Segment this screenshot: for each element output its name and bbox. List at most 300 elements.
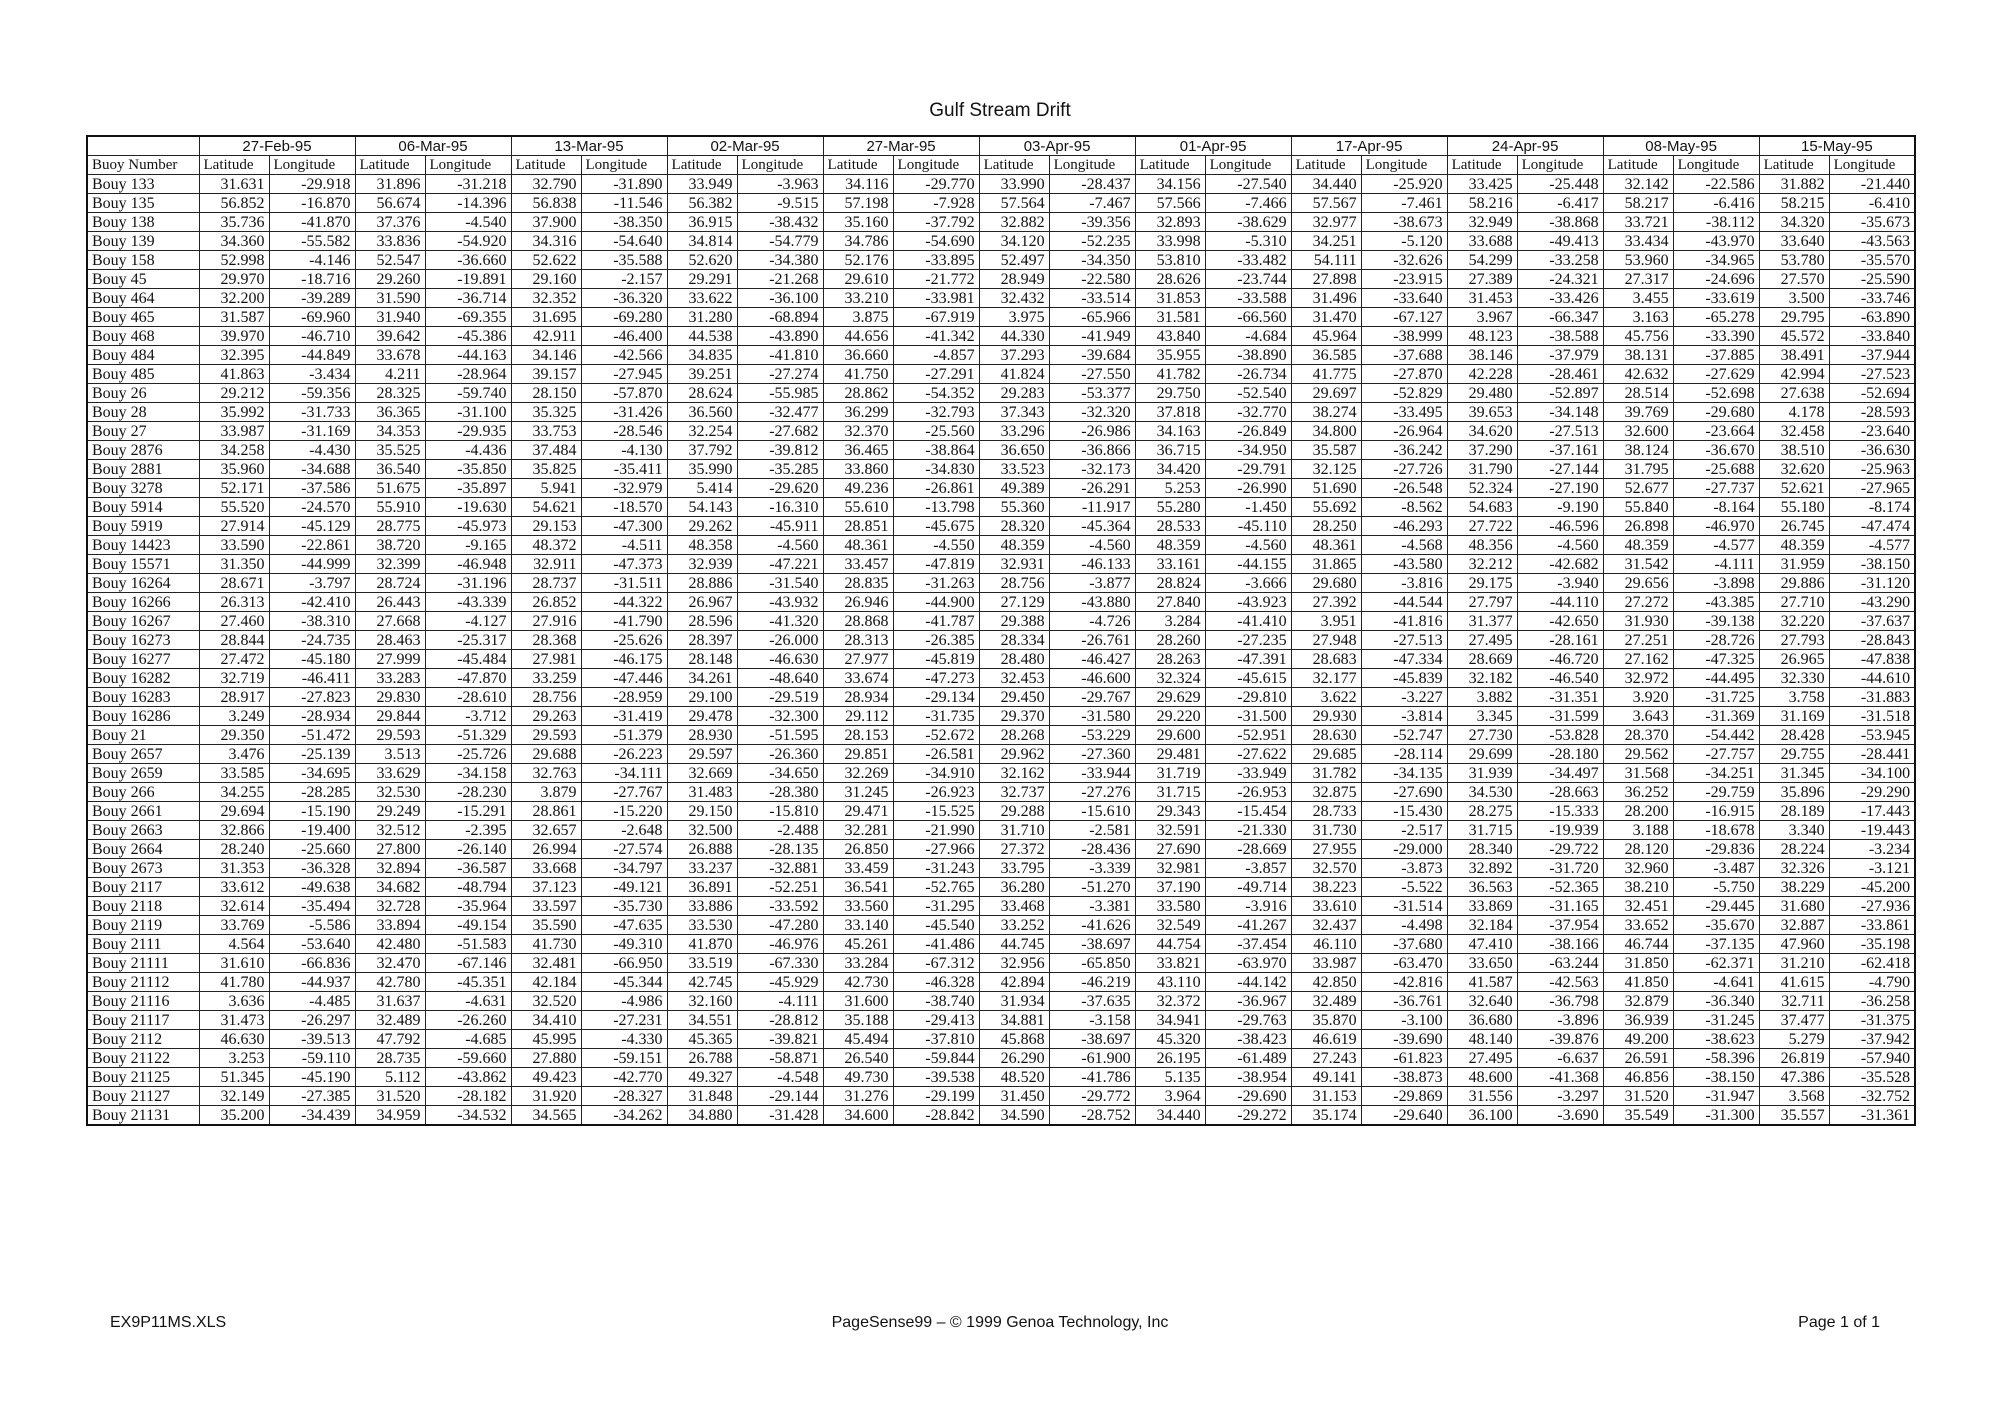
longitude-cell: -4.684 bbox=[1205, 327, 1291, 346]
buoy-name-cell: Bouy 16264 bbox=[87, 574, 199, 593]
longitude-cell: -39.356 bbox=[1049, 213, 1135, 232]
longitude-cell: -31.735 bbox=[893, 707, 979, 726]
longitude-cell: -45.200 bbox=[1829, 878, 1915, 897]
table-row bbox=[87, 973, 1915, 992]
latitude-cell: 28.320 bbox=[979, 517, 1049, 536]
latitude-cell: 51.675 bbox=[355, 479, 425, 498]
latitude-cell: 31.882 bbox=[1759, 175, 1829, 194]
latitude-cell: 29.388 bbox=[979, 612, 1049, 631]
buoy-name-cell: Bouy 27 bbox=[87, 422, 199, 441]
buoy-name-cell: Bouy 16282 bbox=[87, 669, 199, 688]
table-row bbox=[87, 270, 1915, 289]
longitude-cell: -21.440 bbox=[1829, 175, 1915, 194]
longitude-cell: -47.300 bbox=[581, 517, 667, 536]
longitude-cell: -29.640 bbox=[1361, 1106, 1447, 1126]
latitude-cell: 56.674 bbox=[355, 194, 425, 213]
longitude-cell: -46.948 bbox=[425, 555, 511, 574]
latitude-cell: 36.560 bbox=[667, 403, 737, 422]
date-header: 27-Mar-95 bbox=[823, 136, 979, 156]
longitude-cell: -67.312 bbox=[893, 954, 979, 973]
latitude-cell: 27.916 bbox=[511, 612, 581, 631]
latitude-cell: 33.821 bbox=[1135, 954, 1205, 973]
latitude-cell: 36.465 bbox=[823, 441, 893, 460]
longitude-cell: -45.839 bbox=[1361, 669, 1447, 688]
longitude-cell: -34.830 bbox=[893, 460, 979, 479]
latitude-cell: 33.523 bbox=[979, 460, 1049, 479]
latitude-cell: 34.620 bbox=[1447, 422, 1517, 441]
longitude-cell: -33.514 bbox=[1049, 289, 1135, 308]
date-header: 01-Apr-95 bbox=[1135, 136, 1291, 156]
latitude-cell: 33.284 bbox=[823, 954, 893, 973]
longitude-cell: -59.356 bbox=[269, 384, 355, 403]
latitude-cell: 28.669 bbox=[1447, 650, 1517, 669]
longitude-cell: -52.765 bbox=[893, 878, 979, 897]
latitude-cell: 33.580 bbox=[1135, 897, 1205, 916]
longitude-cell: -41.787 bbox=[893, 612, 979, 631]
longitude-cell: -15.430 bbox=[1361, 802, 1447, 821]
longitude-cell: -22.586 bbox=[1673, 175, 1759, 194]
buoy-name-cell: Bouy 21127 bbox=[87, 1087, 199, 1106]
buoy-name-cell: Bouy 2112 bbox=[87, 1030, 199, 1049]
longitude-cell: -54.779 bbox=[737, 232, 823, 251]
longitude-cell: -31.351 bbox=[1517, 688, 1603, 707]
latitude-cell: 41.870 bbox=[667, 935, 737, 954]
longitude-cell: -39.513 bbox=[269, 1030, 355, 1049]
buoy-name-cell: Bouy 133 bbox=[87, 175, 199, 194]
latitude-header: Latitude bbox=[1603, 156, 1673, 175]
longitude-cell: -27.629 bbox=[1673, 365, 1759, 384]
longitude-cell: -3.873 bbox=[1361, 859, 1447, 878]
longitude-cell: -47.391 bbox=[1205, 650, 1291, 669]
latitude-cell: 44.745 bbox=[979, 935, 1049, 954]
longitude-cell: -24.321 bbox=[1517, 270, 1603, 289]
latitude-cell: 44.754 bbox=[1135, 935, 1205, 954]
longitude-cell: -21.772 bbox=[893, 270, 979, 289]
latitude-cell: 28.861 bbox=[511, 802, 581, 821]
latitude-cell: 34.959 bbox=[355, 1106, 425, 1126]
longitude-cell: -27.737 bbox=[1673, 479, 1759, 498]
longitude-cell: -33.619 bbox=[1673, 289, 1759, 308]
latitude-cell: 47.410 bbox=[1447, 935, 1517, 954]
latitude-cell: 56.852 bbox=[199, 194, 269, 213]
longitude-cell: -36.630 bbox=[1829, 441, 1915, 460]
buoy-name-cell: Bouy 16267 bbox=[87, 612, 199, 631]
longitude-cell: -5.310 bbox=[1205, 232, 1291, 251]
longitude-cell: -27.513 bbox=[1361, 631, 1447, 650]
longitude-cell: -21.268 bbox=[737, 270, 823, 289]
longitude-cell: -34.497 bbox=[1517, 764, 1603, 783]
longitude-cell: -25.317 bbox=[425, 631, 511, 650]
latitude-cell: 29.480 bbox=[1447, 384, 1517, 403]
latitude-cell: 3.758 bbox=[1759, 688, 1829, 707]
latitude-cell: 32.763 bbox=[511, 764, 581, 783]
longitude-cell: -35.198 bbox=[1829, 935, 1915, 954]
longitude-cell: -67.127 bbox=[1361, 308, 1447, 327]
latitude-cell: 31.542 bbox=[1603, 555, 1673, 574]
longitude-header: Longitude bbox=[581, 156, 667, 175]
longitude-cell: -31.720 bbox=[1517, 859, 1603, 878]
longitude-cell: -47.221 bbox=[737, 555, 823, 574]
latitude-cell: 48.372 bbox=[511, 536, 581, 555]
longitude-cell: -68.894 bbox=[737, 308, 823, 327]
longitude-cell: -38.954 bbox=[1205, 1068, 1291, 1087]
latitude-cell: 58.216 bbox=[1447, 194, 1517, 213]
latitude-cell: 31.520 bbox=[1603, 1087, 1673, 1106]
longitude-cell: -35.964 bbox=[425, 897, 511, 916]
longitude-cell: -27.274 bbox=[737, 365, 823, 384]
longitude-cell: -46.411 bbox=[269, 669, 355, 688]
latitude-cell: 33.990 bbox=[979, 175, 1049, 194]
latitude-cell: 41.730 bbox=[511, 935, 581, 954]
latitude-cell: 33.459 bbox=[823, 859, 893, 878]
longitude-cell: -44.155 bbox=[1205, 555, 1291, 574]
latitude-cell: 32.458 bbox=[1759, 422, 1829, 441]
longitude-cell: -49.413 bbox=[1517, 232, 1603, 251]
longitude-cell: -15.220 bbox=[581, 802, 667, 821]
longitude-cell: -36.798 bbox=[1517, 992, 1603, 1011]
longitude-cell: -4.790 bbox=[1829, 973, 1915, 992]
longitude-header: Longitude bbox=[1517, 156, 1603, 175]
latitude-cell: 32.939 bbox=[667, 555, 737, 574]
buoy-name-cell: Bouy 484 bbox=[87, 346, 199, 365]
latitude-cell: 34.565 bbox=[511, 1106, 581, 1126]
longitude-cell: -32.881 bbox=[737, 859, 823, 878]
table-row bbox=[87, 650, 1915, 669]
longitude-cell: -38.697 bbox=[1049, 935, 1135, 954]
latitude-cell: 28.263 bbox=[1135, 650, 1205, 669]
buoy-name-cell: Bouy 15571 bbox=[87, 555, 199, 574]
longitude-cell: -28.964 bbox=[425, 365, 511, 384]
latitude-cell: 26.540 bbox=[823, 1049, 893, 1068]
longitude-cell: -38.629 bbox=[1205, 213, 1291, 232]
latitude-cell: 44.538 bbox=[667, 327, 737, 346]
date-header: 13-Mar-95 bbox=[511, 136, 667, 156]
latitude-cell: 27.880 bbox=[511, 1049, 581, 1068]
longitude-cell: -8.562 bbox=[1361, 498, 1447, 517]
latitude-cell: 28.630 bbox=[1291, 726, 1361, 745]
longitude-cell: -16.310 bbox=[737, 498, 823, 517]
latitude-cell: 31.695 bbox=[511, 308, 581, 327]
latitude-cell: 34.814 bbox=[667, 232, 737, 251]
latitude-cell: 26.967 bbox=[667, 593, 737, 612]
latitude-cell: 29.656 bbox=[1603, 574, 1673, 593]
latitude-cell: 33.721 bbox=[1603, 213, 1673, 232]
table-row bbox=[87, 1030, 1915, 1049]
latitude-cell: 42.911 bbox=[511, 327, 581, 346]
longitude-cell: -58.396 bbox=[1673, 1049, 1759, 1068]
latitude-cell: 28.224 bbox=[1759, 840, 1829, 859]
longitude-cell: -28.546 bbox=[581, 422, 667, 441]
longitude-cell: -32.626 bbox=[1361, 251, 1447, 270]
longitude-cell: -47.870 bbox=[425, 669, 511, 688]
longitude-cell: -29.791 bbox=[1205, 460, 1291, 479]
longitude-cell: -29.759 bbox=[1673, 783, 1759, 802]
latitude-cell: 28.835 bbox=[823, 574, 893, 593]
longitude-cell: -45.190 bbox=[269, 1068, 355, 1087]
longitude-cell: -45.180 bbox=[269, 650, 355, 669]
table-row bbox=[87, 631, 1915, 650]
buoy-name-cell: Bouy 464 bbox=[87, 289, 199, 308]
latitude-cell: 54.111 bbox=[1291, 251, 1361, 270]
longitude-cell: -25.560 bbox=[893, 422, 979, 441]
latitude-cell: 51.690 bbox=[1291, 479, 1361, 498]
latitude-cell: 31.450 bbox=[979, 1087, 1049, 1106]
longitude-cell: -61.489 bbox=[1205, 1049, 1291, 1068]
latitude-cell: 32.125 bbox=[1291, 460, 1361, 479]
latitude-cell: 33.949 bbox=[667, 175, 737, 194]
buoy-name-cell: Bouy 16277 bbox=[87, 650, 199, 669]
latitude-cell: 48.356 bbox=[1447, 536, 1517, 555]
longitude-cell: -7.461 bbox=[1361, 194, 1447, 213]
drift-table bbox=[86, 135, 1916, 1126]
latitude-cell: 31.637 bbox=[355, 992, 425, 1011]
longitude-cell: -48.794 bbox=[425, 878, 511, 897]
latitude-cell: 37.477 bbox=[1759, 1011, 1829, 1030]
longitude-cell: -5.586 bbox=[269, 916, 355, 935]
table-row bbox=[87, 498, 1915, 517]
latitude-cell: 32.981 bbox=[1135, 859, 1205, 878]
latitude-cell: 28.200 bbox=[1603, 802, 1673, 821]
latitude-cell: 28.886 bbox=[667, 574, 737, 593]
table-row bbox=[87, 612, 1915, 631]
longitude-cell: -4.857 bbox=[893, 346, 979, 365]
longitude-cell: -43.580 bbox=[1361, 555, 1447, 574]
longitude-cell: -35.730 bbox=[581, 897, 667, 916]
longitude-cell: -41.342 bbox=[893, 327, 979, 346]
latitude-header: Latitude bbox=[1447, 156, 1517, 175]
latitude-cell: 28.340 bbox=[1447, 840, 1517, 859]
longitude-cell: -36.258 bbox=[1829, 992, 1915, 1011]
longitude-cell: -33.640 bbox=[1361, 289, 1447, 308]
latitude-cell: 35.870 bbox=[1291, 1011, 1361, 1030]
longitude-cell: -44.544 bbox=[1361, 593, 1447, 612]
longitude-cell: -28.436 bbox=[1049, 840, 1135, 859]
longitude-cell: -41.786 bbox=[1049, 1068, 1135, 1087]
longitude-cell: -31.100 bbox=[425, 403, 511, 422]
longitude-cell: -33.495 bbox=[1361, 403, 1447, 422]
longitude-cell: -45.911 bbox=[737, 517, 823, 536]
latitude-cell: 35.992 bbox=[199, 403, 269, 422]
longitude-cell: -15.525 bbox=[893, 802, 979, 821]
latitude-cell: 36.563 bbox=[1447, 878, 1517, 897]
latitude-cell: 33.252 bbox=[979, 916, 1049, 935]
latitude-cell: 27.162 bbox=[1603, 650, 1673, 669]
longitude-cell: -41.368 bbox=[1517, 1068, 1603, 1087]
latitude-cell: 29.481 bbox=[1135, 745, 1205, 764]
longitude-cell: -51.583 bbox=[425, 935, 511, 954]
longitude-cell: -28.441 bbox=[1829, 745, 1915, 764]
latitude-cell: 32.882 bbox=[979, 213, 1049, 232]
longitude-cell: -4.560 bbox=[1517, 536, 1603, 555]
longitude-cell: -31.733 bbox=[269, 403, 355, 422]
latitude-cell: 5.414 bbox=[667, 479, 737, 498]
latitude-cell: 3.920 bbox=[1603, 688, 1673, 707]
latitude-cell: 31.934 bbox=[979, 992, 1049, 1011]
longitude-cell: -36.660 bbox=[425, 251, 511, 270]
latitude-cell: 58.217 bbox=[1603, 194, 1673, 213]
latitude-cell: 3.967 bbox=[1447, 308, 1517, 327]
longitude-cell: -24.735 bbox=[269, 631, 355, 650]
latitude-cell: 29.370 bbox=[979, 707, 1049, 726]
latitude-cell: 35.188 bbox=[823, 1011, 893, 1030]
table-row bbox=[87, 707, 1915, 726]
longitude-cell: -45.615 bbox=[1205, 669, 1291, 688]
latitude-cell: 26.788 bbox=[667, 1049, 737, 1068]
longitude-cell: -44.900 bbox=[893, 593, 979, 612]
longitude-cell: -31.426 bbox=[581, 403, 667, 422]
latitude-cell: 57.198 bbox=[823, 194, 893, 213]
longitude-cell: -28.752 bbox=[1049, 1106, 1135, 1126]
longitude-cell: -36.761 bbox=[1361, 992, 1447, 1011]
longitude-cell: -4.111 bbox=[737, 992, 823, 1011]
latitude-cell: 27.668 bbox=[355, 612, 425, 631]
table-row bbox=[87, 916, 1915, 935]
latitude-cell: 45.572 bbox=[1759, 327, 1829, 346]
latitude-cell: 35.960 bbox=[199, 460, 269, 479]
longitude-cell: -65.850 bbox=[1049, 954, 1135, 973]
longitude-cell: -4.111 bbox=[1673, 555, 1759, 574]
longitude-cell: -44.142 bbox=[1205, 973, 1291, 992]
longitude-cell: -52.235 bbox=[1049, 232, 1135, 251]
longitude-cell: -43.290 bbox=[1829, 593, 1915, 612]
latitude-cell: 27.722 bbox=[1447, 517, 1517, 536]
longitude-cell: -41.790 bbox=[581, 612, 667, 631]
longitude-cell: -38.890 bbox=[1205, 346, 1291, 365]
longitude-cell: -34.262 bbox=[581, 1106, 667, 1126]
longitude-cell: -3.234 bbox=[1829, 840, 1915, 859]
latitude-cell: 36.280 bbox=[979, 878, 1049, 897]
longitude-cell: -26.734 bbox=[1205, 365, 1291, 384]
longitude-cell: -38.740 bbox=[893, 992, 979, 1011]
latitude-cell: 37.343 bbox=[979, 403, 1049, 422]
latitude-cell: 35.557 bbox=[1759, 1106, 1829, 1126]
table-row bbox=[87, 460, 1915, 479]
latitude-cell: 32.640 bbox=[1447, 992, 1517, 1011]
latitude-cell: 31.730 bbox=[1291, 821, 1361, 840]
longitude-cell: -28.610 bbox=[425, 688, 511, 707]
latitude-cell: 31.631 bbox=[199, 175, 269, 194]
longitude-cell: -44.937 bbox=[269, 973, 355, 992]
latitude-cell: 36.680 bbox=[1447, 1011, 1517, 1030]
latitude-cell: 32.160 bbox=[667, 992, 737, 1011]
latitude-cell: 56.838 bbox=[511, 194, 581, 213]
longitude-cell: -49.310 bbox=[581, 935, 667, 954]
longitude-cell: -53.377 bbox=[1049, 384, 1135, 403]
buoy-name-cell: Bouy 3278 bbox=[87, 479, 199, 498]
longitude-cell: -29.770 bbox=[893, 175, 979, 194]
longitude-cell: -28.959 bbox=[581, 688, 667, 707]
longitude-cell: -33.981 bbox=[893, 289, 979, 308]
latitude-cell: 26.819 bbox=[1759, 1049, 1829, 1068]
longitude-cell: -51.472 bbox=[269, 726, 355, 745]
longitude-cell: -4.577 bbox=[1673, 536, 1759, 555]
latitude-cell: 41.615 bbox=[1759, 973, 1829, 992]
table-row bbox=[87, 574, 1915, 593]
latitude-cell: 48.600 bbox=[1447, 1068, 1517, 1087]
longitude-cell: -29.918 bbox=[269, 175, 355, 194]
latitude-cell: 29.153 bbox=[511, 517, 581, 536]
longitude-cell: -46.328 bbox=[893, 973, 979, 992]
latitude-cell: 31.853 bbox=[1135, 289, 1205, 308]
longitude-cell: -69.355 bbox=[425, 308, 511, 327]
longitude-cell: -28.182 bbox=[425, 1087, 511, 1106]
latitude-cell: 55.692 bbox=[1291, 498, 1361, 517]
longitude-cell: -52.698 bbox=[1673, 384, 1759, 403]
latitude-cell: 52.171 bbox=[199, 479, 269, 498]
longitude-cell: -33.482 bbox=[1205, 251, 1291, 270]
longitude-cell: -3.877 bbox=[1049, 574, 1135, 593]
latitude-cell: 36.252 bbox=[1603, 783, 1673, 802]
longitude-cell: -31.518 bbox=[1829, 707, 1915, 726]
latitude-cell: 28.275 bbox=[1447, 802, 1517, 821]
latitude-cell: 27.460 bbox=[199, 612, 269, 631]
longitude-cell: -54.442 bbox=[1673, 726, 1759, 745]
buoy-name-cell: Bouy 2659 bbox=[87, 764, 199, 783]
latitude-cell: 31.377 bbox=[1447, 612, 1517, 631]
longitude-header: Longitude bbox=[1049, 156, 1135, 175]
latitude-cell: 32.530 bbox=[355, 783, 425, 802]
longitude-cell: -26.291 bbox=[1049, 479, 1135, 498]
longitude-cell: -7.928 bbox=[893, 194, 979, 213]
longitude-cell: -37.454 bbox=[1205, 935, 1291, 954]
latitude-cell: 31.959 bbox=[1759, 555, 1829, 574]
latitude-cell: 31.715 bbox=[1135, 783, 1205, 802]
longitude-cell: -16.915 bbox=[1673, 802, 1759, 821]
table-row bbox=[87, 802, 1915, 821]
latitude-cell: 31.345 bbox=[1759, 764, 1829, 783]
latitude-cell: 49.141 bbox=[1291, 1068, 1361, 1087]
longitude-cell: -31.883 bbox=[1829, 688, 1915, 707]
latitude-cell: 29.112 bbox=[823, 707, 893, 726]
longitude-cell: -26.990 bbox=[1205, 479, 1291, 498]
longitude-cell: -34.695 bbox=[269, 764, 355, 783]
latitude-cell: 46.110 bbox=[1291, 935, 1361, 954]
latitude-cell: 26.852 bbox=[511, 593, 581, 612]
longitude-cell: -29.869 bbox=[1361, 1087, 1447, 1106]
longitude-cell: -26.849 bbox=[1205, 422, 1291, 441]
longitude-cell: -11.917 bbox=[1049, 498, 1135, 517]
longitude-cell: -36.587 bbox=[425, 859, 511, 878]
buoy-name-cell: Bouy 21122 bbox=[87, 1049, 199, 1068]
latitude-cell: 34.835 bbox=[667, 346, 737, 365]
longitude-cell: -67.330 bbox=[737, 954, 823, 973]
longitude-cell: -23.744 bbox=[1205, 270, 1291, 289]
latitude-cell: 32.399 bbox=[355, 555, 425, 574]
longitude-cell: -45.540 bbox=[893, 916, 979, 935]
latitude-cell: 46.856 bbox=[1603, 1068, 1673, 1087]
latitude-cell: 28.683 bbox=[1291, 650, 1361, 669]
longitude-cell: -29.722 bbox=[1517, 840, 1603, 859]
latitude-cell: 28.824 bbox=[1135, 574, 1205, 593]
latitude-cell: 29.688 bbox=[511, 745, 581, 764]
latitude-cell: 28.428 bbox=[1759, 726, 1829, 745]
buoy-name-cell: Bouy 2881 bbox=[87, 460, 199, 479]
latitude-cell: 3.455 bbox=[1603, 289, 1673, 308]
longitude-cell: -25.688 bbox=[1673, 460, 1759, 479]
latitude-cell: 33.585 bbox=[199, 764, 269, 783]
longitude-cell: -39.684 bbox=[1049, 346, 1135, 365]
longitude-cell: -29.772 bbox=[1049, 1087, 1135, 1106]
longitude-cell: -47.635 bbox=[581, 916, 667, 935]
latitude-cell: 55.840 bbox=[1603, 498, 1673, 517]
longitude-cell: -65.966 bbox=[1049, 308, 1135, 327]
latitude-cell: 29.593 bbox=[355, 726, 425, 745]
latitude-cell: 32.657 bbox=[511, 821, 581, 840]
latitude-cell: 57.564 bbox=[979, 194, 1049, 213]
longitude-cell: -38.673 bbox=[1361, 213, 1447, 232]
latitude-cell: 26.290 bbox=[979, 1049, 1049, 1068]
table-row bbox=[87, 764, 1915, 783]
